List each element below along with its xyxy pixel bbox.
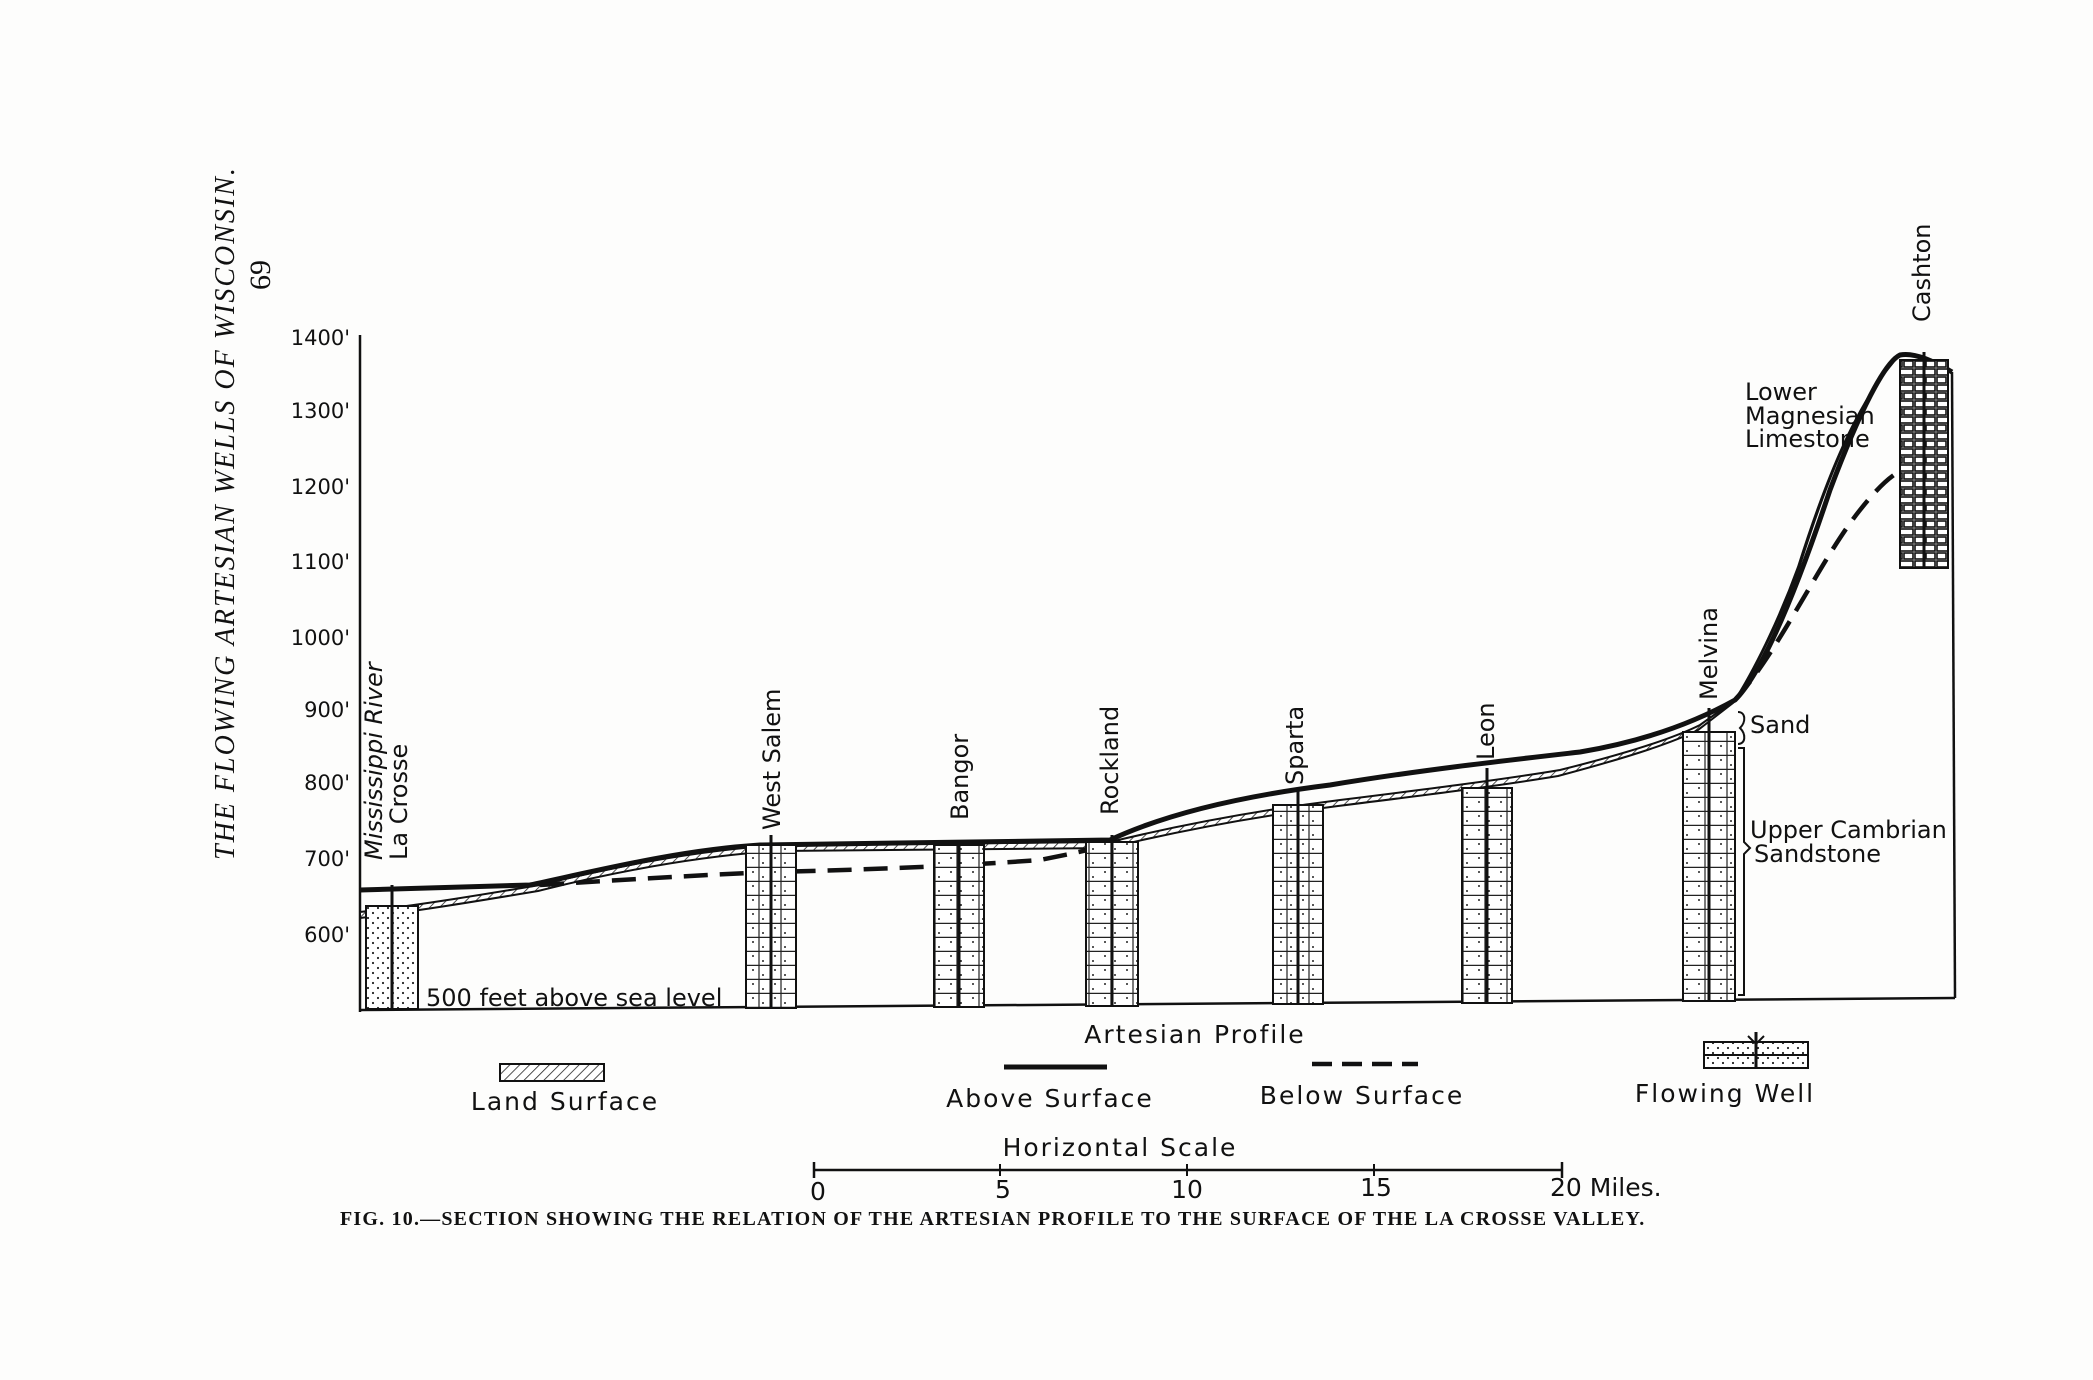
sandstone-brace: [1738, 748, 1750, 995]
y-tick-label: 700': [304, 847, 350, 871]
sand-label: Sand: [1750, 711, 1811, 739]
svg-text:Magnesian: Magnesian: [1745, 402, 1875, 430]
town-label-west-salem: West Salem: [758, 688, 786, 830]
svg-text:Sandstone: Sandstone: [1754, 840, 1881, 868]
base-label: 500 feet above sea level: [426, 984, 723, 1012]
y-tick-label: 600': [304, 923, 350, 947]
sand-brace: [1738, 712, 1744, 744]
scale-tick-label: 10: [1171, 1175, 1203, 1204]
page-number: 69: [244, 260, 277, 290]
y-tick-label: 1400': [290, 326, 350, 350]
scale-tick-label: 0: [810, 1177, 826, 1206]
legend-land-surface-swatch: [500, 1064, 604, 1081]
town-label-bangor: Bangor: [946, 733, 974, 820]
running-head: THE FLOWING ARTESIAN WELLS OF WISCONSIN.: [210, 166, 241, 860]
lower-magnesian-label: [1745, 378, 1875, 453]
legend-above-surface-label: Above Surface: [946, 1084, 1154, 1113]
town-label-cashton: Cashton: [1908, 223, 1936, 322]
svg-text:Limestone: Limestone: [1745, 425, 1870, 453]
town-label-sparta: Sparta: [1281, 705, 1309, 785]
svg-text:Lower: Lower: [1745, 378, 1817, 406]
upper-cambrian-label: [1750, 816, 1947, 868]
horizontal-scale-title: Horizontal Scale: [1002, 1133, 1238, 1162]
town-label-rockland: Rockland: [1096, 705, 1124, 815]
figure-caption: FIG. 10.—SECTION SHOWING THE RELATION OF THE ARTESIAN PROFILE TO THE SURFACE OF THE LA CROSSE VALLEY.: [340, 1208, 1646, 1230]
scale-tick-label: 5: [995, 1175, 1011, 1204]
legend-title-artesian-profile: Artesian Profile: [1084, 1020, 1306, 1049]
town-label-leon: Leon: [1472, 702, 1500, 760]
y-tick-label: 1000': [290, 626, 350, 650]
legend-land-surface-label: Land Surface: [470, 1087, 660, 1116]
legend-flowing-well-label: Flowing Well: [1634, 1079, 1816, 1108]
legend-below-surface-label: Below Surface: [1259, 1081, 1465, 1110]
scale-tick-label: 15: [1360, 1173, 1392, 1202]
town-label-la-crosse: La Crosse: [385, 743, 413, 860]
right-boundary-line: [1952, 372, 1955, 998]
y-tick-label: 800': [304, 771, 350, 795]
scale-end-label: 20 Miles.: [1550, 1173, 1662, 1202]
town-label-river: Mississippi River: [360, 662, 388, 860]
y-tick-label: 1200': [290, 475, 350, 499]
y-tick-label: 1300': [290, 399, 350, 423]
legend-flowing-well-swatch: [1704, 1032, 1808, 1068]
town-label-melvina: Melvina: [1695, 607, 1723, 700]
y-tick-label: 1100': [290, 550, 350, 574]
svg-text:Upper Cambrian: Upper Cambrian: [1750, 816, 1947, 844]
y-tick-label: 900': [304, 698, 350, 722]
y-axis-ticks: [291, 326, 350, 947]
